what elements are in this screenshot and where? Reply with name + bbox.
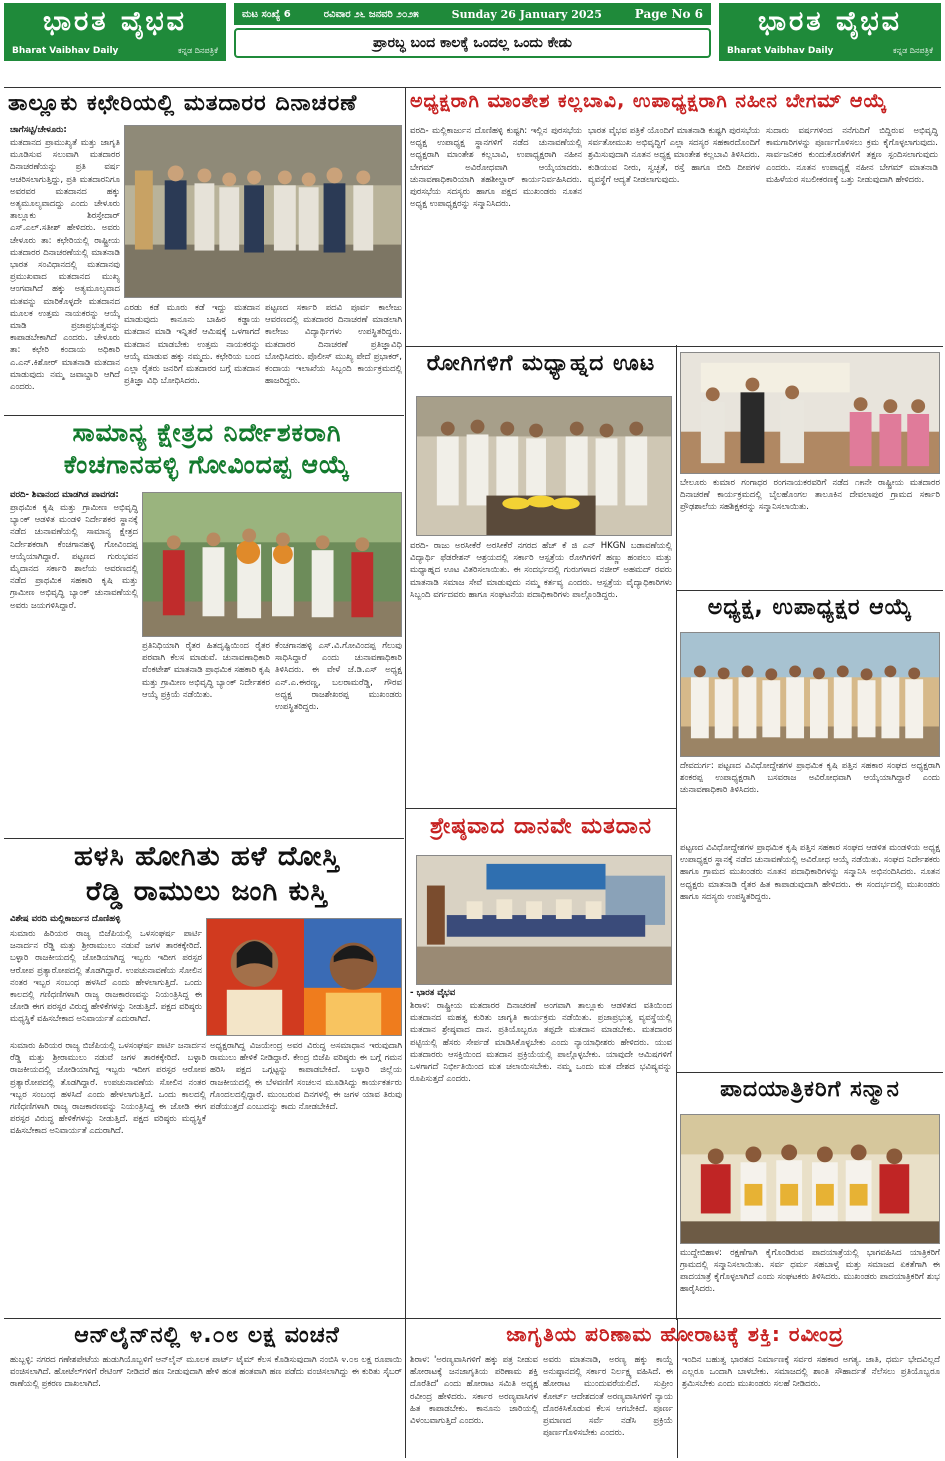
- horizontal-rule: [4, 1318, 941, 1319]
- article-body-begum-3: ಸುದಾರು ವರ್ಷಗಳಿಂದ ನನೆಗುದಿಗೆ ಬಿದ್ದಿರುವ ಅಭಿವೃದ್ಧಿ ಕಾಮಗಾರಿಗಳನ್ನು ಪೂರ್ಣಗೊಳಿಸಲು ಕ್ರಮ ಕೈಗೊಳ್ಳಲಾಗುವುದು. ಸಾರ್ವಜನಿಕರ ಕುಂದುಕೊರತೆಗಳಿಗೆ ತಕ್ಷಣ ಸ್ಪಂದಿಸಲಾಗುವುದು ಎಂದರು. ನೂತನ ಉಪಾಧ್ಯಕ್ಷೆ ನಹೀನ ಬೇಗಮ್ ಮಾತನಾಡಿ ಮಹಿಳೆಯರ ಸಬಲೀಕರಣಕ್ಕೆ ಒತ್ತು ನೀಡುವುದಾಗಿ ಹೇಳಿದರು.: [766, 126, 938, 185]
- article-body-begum-2: ಭಾರತ ವೈಭವ ಪತ್ರಿಕೆ ಯೊಂದಿಗೆ ಮಾತನಾಡಿ ಕುಷ್ಟಗಿ ಪುರಸಭೆಯ ಸರ್ವತೋಮುಖ ಅಭಿವೃದ್ಧಿಗೆ ಎಲ್ಲಾ ಸದಸ್ಯರ ಸಹಕಾರದೊಂದಿಗೆ ಶ್ರಮಿಸುವುದಾಗಿ ನೂತನ ಅಧ್ಯಕ್ಷ ಮಾಂತೇಶ ಕಲ್ಲಬಾವಿ ತಿಳಿಸಿದರು. ಕುಡಿಯುವ ನೀರು, ಸ್ವಚ್ಛತೆ, ರಸ್ತೆ ಹಾಗೂ ಬೀದಿ ದೀಪಗಳ ವ್ಯವಸ್ಥೆಗೆ ಆದ್ಯತೆ ನೀಡಲಾಗುವುದು.: [588, 126, 760, 185]
- masthead-info-bar: [234, 3, 711, 25]
- article-body-president: ಪಟ್ಟಣದ ವಿವಿಧೋದ್ದೇಶಗಳ ಪ್ರಾಥಮಿಕ ಕೃಷಿ ಪತ್ತಿನ ಸಹಕಾರ ಸಂಘದ ಆಡಳಿತ ಮಂಡಳಿಯ ಅಧ್ಯಕ್ಷ ಉಪಾಧ್ಯಕ್ಷರ ಸ್ಥಾನಕ್ಕೆ ನಡೆದ ಚುನಾವಣೆಯಲ್ಲಿ ಅವಿರೋಧ ಆಯ್ಕೆ ನಡೆಯಿತು. ಸಂಘದ ನಿರ್ದೇಶಕರು ಹಾಗೂ ಗ್ರಾಮದ ಮುಖಂಡರು ನೂತನ ಪದಾಧಿಕಾರಿಗಳನ್ನು ಸನ್ಮಾನಿಸಿ ಅಭಿನಂದಿಸಿದರು. ನೂತನ ಅಧ್ಯಕ್ಷರು ಮಾತನಾಡಿ ರೈತರ ಹಿತ ಕಾಪಾಡುವುದಾಗಿ ಹೇಳಿದರು. ಈ ಸಂದರ್ಭದಲ್ಲಿ ಮುಖಂಡರು ಹಾಗೂ ಸದಸ್ಯರು ಉಪಸ್ಥಿತರಿದ್ದರು.: [680, 843, 940, 902]
- headline-reddy-1: ಹಳಸಿ ಹೋಗಿತು ಹಳೆ ದೋಸ್ತಿ: [74, 841, 340, 872]
- headline-taluk: ತಾಲ್ಲೂಕು ಕಛೇರಿಯಲ್ಲಿ ಮತದಾರರ ದಿನಾಚರಣೆ: [8, 91, 358, 116]
- logo-subtitle-en: Bharat Vaibhav Daily: [12, 46, 119, 56]
- article-body-kenchagana-2: ಪ್ರತಿನಿಧಿಯಾಗಿ ರೈತರ ಹಿತದೃಷ್ಟಿಯಿಂದ ರೈತರ ಪರವಾಗಿ ಕೆಲಸ ಮಾಡುವೆ. ಚುನಾವಣಾಧಿಕಾರಿ ವೆಂಕಟೇಶ್ ಮಾತನಾಡಿ ಪ್ರಾಥಮಿಕ ಸಹಕಾರಿ ಕೃಷಿ ಮತ್ತು ಗ್ರಾಮೀಣ ಅಭಿವೃದ್ಧಿ ಬ್ಯಾಂಕ್ ನಿರ್ದೇಶಕರ ಆಯ್ಕೆ ಪ್ರಕ್ರಿಯೆ ನಡೆಯಿತು.: [142, 641, 270, 700]
- logo-title: ಭಾರತ ವೈಭವ: [43, 6, 187, 37]
- article-body-ravindra: ಶಿರಾಳ: 'ಅರಣ್ಯವಾಸಿಗಳಿಗೆ ಹಕ್ಕು ಪತ್ರ ನೀಡುವ ಹೋರಾಟಕ್ಕೆ ಜನಜಾಗೃತಿಯ ಪರಿಣಾಮ ಶಕ್ತಿ ದೊರೆತಿದೆ' ಎಂದು ಹೋರಾಟ ಸಮಿತಿ ಅಧ್ಯಕ್ಷ ರವೀಂದ್ರ ಹೇಳಿದರು. ಸರ್ಕಾರ ಅರಣ್ಯವಾಸಿಗಳ ಹಿತ ಕಾಪಾಡಬೇಕು. ಕಾನೂನು ಜಾರಿಯಲ್ಲಿ ವಿಳಂಬವಾಗುತ್ತಿದೆ ಎಂದರು.: [410, 1355, 538, 1427]
- headline-online-fraud: ಆನ್‌ಲೈನ್‌ನಲ್ಲಿ ೪.೦೮ ಲಕ್ಷ ವಂಚನೆ: [74, 1323, 340, 1348]
- photo-teacher-felicitation: [680, 352, 940, 474]
- horizontal-rule: [406, 808, 676, 809]
- article-body-taluk-right: ಪಟ್ಟಣದ ಸರ್ಕಾರಿ ಪದವಿ ಪೂರ್ವ ಕಾಲೇಜು ಆವರಣದಲ್ಲಿ ಮತದಾರರ ದಿನಾಚರಣೆ ಮಾಡಲಾಗಿ ಕಾಲೇಜು ವಿದ್ಯಾರ್ಥಿಗಳು ಉಪಸ್ಥಿತರಿದ್ದರು. ಮತದಾರರ ದಿನಾಚರಣೆ ಪ್ರತಿಜ್ಞಾವಿಧಿ ಬೋಧಿಸಿದರು. ಪೊಲೀಸ್ ಮುಖ್ಯ ಪೇದೆ ಪ್ರಭಾಕರ್, ಕಂದಾಯ ಇಲಾಖೆಯ ಸಿಬ್ಬಂದಿ ಕಾರ್ಯಕ್ರಮದಲ್ಲಿ ಹಾಜರಿದ್ದರು.: [265, 303, 402, 387]
- logo-subtitle-en: Bharat Vaibhav Daily: [727, 46, 834, 56]
- caption-teacher-felicitation: ಬೇಲೂರು ಕುಮಾರ ಗಂಗಾಧರ ರಂಗನಾಯಕರವರಿಗೆ ನಡೆದ ೧೫ನೇ ರಾಷ್ಟ್ರೀಯ ಮತದಾರರ ದಿನಾಚರಣೆ ಕಾರ್ಯಕ್ರಮದಲ್ಲಿ ಬೈಲಹೊಂಗಲ ತಾಲೂಕಿನ ದೇವಲಾಪುರ ಗ್ರಾಮದ ಸರ್ಕಾರಿ ಪ್ರೌಢಶಾಲೆಯ ಸಹಶಿಕ್ಷಕರನ್ನು ಸನ್ಮಾನಿಸಲಾಯಿತು.: [680, 478, 940, 512]
- byline-reddy: ವಿಶೇಷ ವರದಿ ಮಲ್ಲಿಕಾರ್ಜುನ ದೊಣಿಹಳ್ಳಿ: [10, 914, 121, 924]
- article-body-online-fraud: ಹುಬ್ಬಳ್ಳಿ: ನಗರದ ಗಣೇಶಪೇಟೆಯ ಹುಡುಗಿಯೊಬ್ಬಳಿಗೆ ಆನ್‌ಲೈನ್ ಮೂಲಕ ಪಾರ್ಟ್ ಟೈಮ್ ಕೆಲಸ ಕೊಡಿಸುವುದಾಗಿ ನಂಬಿಸಿ ೪.೦೮ ಲಕ್ಷ ರೂಪಾಯಿ ವಂಚಿಸಲಾಗಿದೆ. ಹೋಟೆಲ್‌ಗಳಿಗೆ ರೇಟಿಂಗ್ ನೀಡಿದರೆ ಹಣ ನೀಡುವುದಾಗಿ ಹೇಳಿ ಹಂತ ಹಂತವಾಗಿ ಹಣ ಪಡೆದು ವಂಚಿಸಲಾಗಿದ್ದು ಈ ಕುರಿತು ಸೈಬರ್ ಠಾಣೆಯಲ್ಲಿ ಪ್ರಕರಣ ದಾಖಲಾಗಿದೆ.: [10, 1355, 402, 1390]
- article-body-reddy-cont: ಸುಮಾರು ಹಿರಿಯರ ರಾಜ್ಯ ಬಿಜೆಪಿಯಲ್ಲಿ ಒಳಸಂಘರ್ಷ ಪಾರ್ಟಿ ಜನಾರ್ದನ ರೆಡ್ಡಿ ಮತ್ತು ಶ್ರೀರಾಮುಲು ನಡುವೆ ಜಗಳ ತಾರಕಕ್ಕೇರಿದೆ. ಬಳ್ಳಾರಿ ರಾಜಕೀಯದಲ್ಲಿ ಜೋಡಿಯಾಗಿದ್ದ ಇಬ್ಬರು ಇದೀಗ ಪರಸ್ಪರ ಆರೋಪ ಪ್ರತ್ಯಾರೋಪದಲ್ಲಿ ತೊಡಗಿದ್ದಾರೆ. ಉಪಚುನಾವಣೆಯ ಸೋಲಿನ ನಂತರ ಇಬ್ಬರ ಸಂಬಂಧ ಹಳಸಿದೆ ಎಂದು ಹೇಳಲಾಗುತ್ತಿದೆ. ಒಂದು ಕಾಲದಲ್ಲಿ ಗಣಿಧಣಿಗಳಾಗಿ ರಾಜ್ಯ ರಾಜಕಾರಣವನ್ನು ನಿಯಂತ್ರಿಸಿದ್ದ ಈ ಜೋಡಿ ಈಗ ಪರಸ್ಪರ ವಿರುದ್ಧ ಹೇಳಿಕೆಗಳನ್ನು ನೀಡುತ್ತಿದೆ. ಪಕ್ಷದ ವರಿಷ್ಠರು ಮಧ್ಯಸ್ಥಿಕೆ ವಹಿಸಬೇಕಾದ ಅನಿವಾರ್ಯತೆ ಎದುರಾಗಿದೆ.: [10, 1041, 206, 1137]
- photo-president-group: [680, 632, 940, 757]
- masthead-center: [234, 3, 711, 61]
- article-body-lunch: ವರದಿ- ರಾಜು ಅರಸೀಕೆರೆ ಅರಸೀಕೆರೆ ನಗರದ ಹೆಚ್ ಕೆ ಜಿ ಎನ್ HKGN ಬಡಾವಣೆಯಲ್ಲಿ ವಿದ್ಯಾರ್ಥಿ ಫೆಡರೇಶನ್ ಆಶ್ರಯದಲ್ಲಿ ಸರ್ಕಾರಿ ಆಸ್ಪತ್ರೆಯ ರೋಗಿಗಳಿಗೆ ಹಣ್ಣು ಹಂಪಲು ಮತ್ತು ಮಧ್ಯಾಹ್ನದ ಊಟ ವಿತರಿಸಲಾಯಿತು. ಈ ಸಂದರ್ಭದಲ್ಲಿ ಗುರುಗಳಾದ ನಜೀರ್ ಅಹಮದ್ ರವರು ಮಾತನಾಡಿ ಸಮಾಜ ಸೇವೆ ಮಾಡುವುದು ನಮ್ಮ ಕರ್ತವ್ಯ ಎಂದರು. ಆಸ್ಪತ್ರೆಯ ವೈದ್ಯಾಧಿಕಾರಿಗಳು ಸಿಬ್ಬಂದಿ ವರ್ಗದವರು ಹಾಗೂ ಸಂಘಟನೆಯ ಪದಾಧಿಕಾರಿಗಳು ಪಾಲ್ಗೊಂಡಿದ್ದರು.: [410, 541, 672, 600]
- article-body-donation: ಶಿರಾಳ: ರಾಷ್ಟ್ರೀಯ ಮತದಾರರ ದಿನಾಚರಣೆ ಅಂಗವಾಗಿ ತಾಲ್ಲೂಕು ಆಡಳಿತದ ವತಿಯಿಂದ ಮತದಾನದ ಮಹತ್ವ ಕುರಿತು ಜಾಗೃತಿ ಕಾರ್ಯಕ್ರಮ ನಡೆಯಿತು. ಪ್ರಜಾಪ್ರಭುತ್ವ ವ್ಯವಸ್ಥೆಯಲ್ಲಿ ಮತದಾನ ಶ್ರೇಷ್ಠವಾದ ದಾನ. ಪ್ರತಿಯೊಬ್ಬರೂ ತಪ್ಪದೇ ಮತದಾನ ಮಾಡಬೇಕು. ಮತದಾರರ ಪಟ್ಟಿಯಲ್ಲಿ ಹೆಸರು ಸೇರ್ಪಡೆ ಮಾಡಿಸಿಕೊಳ್ಳಬೇಕು ಎಂದು ನ್ಯಾಯಾಧೀಶರು ಹೇಳಿದರು. ಯುವ ಮತದಾರರು ಆಸಕ್ತಿಯಿಂದ ಮತದಾನ ಪ್ರಕ್ರಿಯೆಯಲ್ಲಿ ಪಾಲ್ಗೊಳ್ಳಬೇಕು. ಯಾವುದೇ ಆಮಿಷಗಳಿಗೆ ಒಳಗಾಗದೆ ನಿರ್ಭೀತಿಯಿಂದ ಮತ ಚಲಾಯಿಸಬೇಕು. ನಮ್ಮ ಒಂದು ಮತ ದೇಶದ ಭವಿಷ್ಯವನ್ನು ರೂಪಿಸುತ್ತದೆ ಎಂದರು.: [410, 1001, 672, 1085]
- headline-ravindra: ಜಾಗೃತಿಯ ಪರಿಣಾಮ ಹೋರಾಟಕ್ಕೆ ಶಕ್ತಿ: ರವೀಂದ್ರ: [506, 1322, 844, 1346]
- photo-taluk-oath: [124, 125, 402, 298]
- kannada-date: ರವಿವಾರ ೨೬ ಜನವರಿ ೨೦೨೫: [323, 8, 419, 20]
- horizontal-rule: [406, 346, 943, 347]
- headline-padayatri: ಪಾದಯಾತ್ರಿಕರಿಗೆ ಸನ್ಮಾನ: [720, 1077, 900, 1102]
- caption-padayatri: ಮುದ್ದೇಬಿಹಾಳ: ರಕ್ಷಣೆಗಾಗಿ ಕೈಗೊಂಡಿರುವ ಪಾದಯಾತ್ರೆಯಲ್ಲಿ ಭಾಗವಹಿಸಿದ ಯಾತ್ರಿಕರಿಗೆ ಗ್ರಾಮದಲ್ಲಿ ಸನ್ಮಾನಿಸಲಾಯಿತು. ಸರ್ವ ಧರ್ಮ ಸಹಬಾಳ್ವೆ ಮತ್ತು ಸಮಾಜದ ಏಕತೆಗಾಗಿ ಈ ಪಾದಯಾತ್ರೆ ಕೈಗೊಳ್ಳಲಾಗಿದೆ ಎಂದು ಸಂಘಟಕರು ತಿಳಿಸಿದರು. ಮುಖಂಡರು ಪಾದಯಾತ್ರಿಕರಿಗೆ ಶುಭ ಹಾರೈಸಿದರು.: [680, 1248, 940, 1294]
- photo-kenchagana-felicitation: [142, 492, 402, 637]
- headline-donation: ಶ್ರೇಷ್ಠವಾದ ದಾನವೇ ಮತದಾನ: [430, 814, 652, 839]
- headline-begum: ಅಧ್ಯಕ್ಷರಾಗಿ ಮಾಂತೇಶ ಕಲ್ಲಬಾವಿ, ಉಪಾಧ್ಯಕ್ಷರಾಗಿ ನಹೀನ ಬೇಗಮ್ ಆಯ್ಕೆ: [410, 90, 888, 112]
- logo-right: [719, 3, 941, 61]
- english-date: Sunday 26 January 2025: [451, 7, 602, 21]
- masthead-quote: ಪ್ರಾರಬ್ಧ ಬಂದ ಕಾಲಕ್ಕೆ ಒಂದಲ್ಲ ಒಂದು ಕೇಡು: [234, 28, 711, 58]
- article-body-ravindra-3: ಇಂದಿನ ಬಹುತ್ವ ಭಾರತದ ನಿರ್ಮಾಣಕ್ಕೆ ಸರ್ವರ ಸಹಕಾರ ಅಗತ್ಯ. ಜಾತಿ, ಧರ್ಮ ಭೇದವಿಲ್ಲದೆ ಎಲ್ಲರೂ ಒಂದಾಗಿ ಬಾಳಬೇಕು. ಸಮಾಜದಲ್ಲಿ ಶಾಂತಿ ಸೌಹಾರ್ದತೆ ನೆಲೆಸಲು ಪ್ರತಿಯೊಬ್ಬರೂ ಶ್ರಮಿಸಬೇಕು ಎಂದು ಮುಖಂಡರು ಸಲಹೆ ನೀಡಿದರು.: [682, 1355, 940, 1390]
- article-body-taluk-mid: ಎರಡು ಕಡೆ ಮೂರು ಕಡೆ ಇದ್ದು ಮತದಾನ ಮಾಡುವುದು ಕಾನೂನು ಬಾಹಿರ ಕಡ್ಡಾಯ ಮತದಾನ ಮಾಡಿ ಇನ್ನಿತರೆ ಆಮಿಷಕ್ಕೆ ಒಳಗಾಗದೆ ಮತದಾನ ಮಾಡಬೇಕು ಉತ್ತಮ ನಾಯಕರನ್ನು ಆಯ್ಕೆ ಮಾಡುವ ಹಕ್ಕು ನಮ್ಮದು. ಕಛೇರಿಯ ಬಂದ ಎಲ್ಲಾ ರೈತರು ಜನರಿಗೆ ಮತದಾರರ ಬಗ್ಗೆ ಮತದಾನ ಪ್ರತಿಜ್ಞಾ ವಿಧಿ ಬೋಧಿಸಿದರು.: [124, 303, 260, 387]
- article-body-begum: ವರದಿ- ಮಲ್ಲಿಕಾರ್ಜುನ ದೊಣಿಹಳ್ಳಿ ಕುಷ್ಟಗಿ: ಇಲ್ಲಿನ ಪುರಸಭೆಯ ಅಧ್ಯಕ್ಷ ಉಪಾಧ್ಯಕ್ಷ ಸ್ಥಾನಗಳಿಗೆ ನಡೆದ ಚುನಾವಣೆಯಲ್ಲಿ ಅಧ್ಯಕ್ಷರಾಗಿ ಮಾಂತೇಶ ಕಲ್ಲಬಾವಿ, ಉಪಾಧ್ಯಕ್ಷರಾಗಿ ನಹೀನ ಬೇಗಮ್ ಅವಿರೋಧವಾಗಿ ಆಯ್ಕೆಯಾದರು. ಚುನಾವಣಾಧಿಕಾರಿಯಾಗಿ ತಹಶೀಲ್ದಾರ್ ಕಾರ್ಯನಿರ್ವಹಿಸಿದರು. ಪುರಸಭೆಯ ಸದಸ್ಯರು ಹಾಗೂ ಪಕ್ಷದ ಮುಖಂಡರು ನೂತನ ಅಧ್ಯಕ್ಷ ಉಪಾಧ್ಯಕ್ಷರನ್ನು ಸನ್ಮಾನಿಸಿದರು.: [410, 126, 582, 210]
- byline-taluk: ಚಾಗೆಸಟ್ಟಿ/ಚೇಳೂರು:: [10, 125, 67, 135]
- issue-number: ಮಟ ಸಂಖ್ಯೆ 6: [242, 8, 291, 20]
- article-body-reddy-2: ಅಧ್ಯಕ್ಷರಾಗಿದ್ದ ವಿಜಯೇಂದ್ರ ಅವರ ವಿರುದ್ಧ ಅಸಮಾಧಾನ ಇರುವುದಾಗಿ ರಾಮುಲು ಹೇಳಿಕೆ ನೀಡಿದ್ದಾರೆ. ಕೇಂದ್ರ ಬಿಜೆಪಿ ವರಿಷ್ಠರು ಈ ಬಗ್ಗೆ ಗಮನ ಹರಿಸಿ ಪಕ್ಷದ ಒಗ್ಗಟ್ಟನ್ನು ಕಾಪಾಡಬೇಕಿದೆ. ಬಳ್ಳಾರಿ ಜಿಲ್ಲೆಯ ರಾಜಕೀಯದಲ್ಲಿ ಈ ಬೆಳವಣಿಗೆ ಸಂಚಲನ ಮೂಡಿಸಿದ್ದು ಕಾರ್ಯಕರ್ತರು ಗೊಂದಲದಲ್ಲಿದ್ದಾರೆ. ಮುಂಬರುವ ದಿನಗಳಲ್ಲಿ ಈ ಜಗಳ ಯಾವ ತಿರುವು ಪಡೆಯುತ್ತದೆ ಎಂಬುದನ್ನು ಕಾದು ನೋಡಬೇಕಿದೆ.: [210, 1041, 402, 1113]
- page-number: Page No 6: [634, 7, 703, 21]
- logo-subtitle-kn: ಕನ್ನಡ ದಿನಪತ್ರಿಕೆ: [892, 46, 933, 55]
- headline-kenchagana-1: ಸಾಮಾನ್ಯ ಕ್ಷೇತ್ರದ ನಿರ್ದೇಶಕರಾಗಿ: [72, 418, 342, 447]
- horizontal-rule: [4, 87, 941, 88]
- horizontal-rule: [4, 838, 404, 839]
- logo-left: [4, 3, 226, 61]
- photo-lunch-distribution: [416, 396, 672, 536]
- masthead: [0, 0, 945, 66]
- byline-donation: - ಭಾರತ ವೈಭವ: [410, 988, 456, 998]
- horizontal-rule: [4, 415, 404, 416]
- byline-kenchagana: ವರದಿ- ಶಿವಾನಂದ ಮಾಡಗಿಡ ಪಾವಗಡ:: [10, 490, 119, 500]
- article-body-kenchagana-3: ಕೆಂಚಗಾನಹಳ್ಳಿ ಎಸ್.ವಿ.ಗೋವಿಂದಪ್ಪ ಗೆಲುವು ಸಾಧಿಸಿದ್ದಾರೆ ಎಂದು ಚುನಾವಣಾಧಿಕಾರಿ ತಿಳಿಸಿದರು. ಈ ವೇಳೆ ಜೆ.ಡಿ.ಎಸ್ ಅಧ್ಯಕ್ಷ ಎನ್.ಎ.ಈರಣ್ಣ, ಬಲರಾಮರೆಡ್ಡಿ, ಗೌರವ ಅಧ್ಯಕ್ಷ ರಾಜಶೇಖರಪ್ಪ ಮುಖಂಡರು ಉಪಸ್ಥಿತರಿದ್ದರು.: [275, 641, 402, 713]
- column-divider: [405, 88, 406, 1458]
- headline-lunch: ರೋಗಿಗಳಿಗೆ ಮಧ್ಯಾಹ್ನದ ಊಟ: [426, 351, 656, 376]
- photo-donation-event: [416, 855, 672, 985]
- article-body-reddy: ಸುಮಾರು ಹಿರಿಯರ ರಾಜ್ಯ ಬಿಜೆಪಿಯಲ್ಲಿ ಒಳಸಂಘರ್ಷ ಪಾರ್ಟಿ ಜನಾರ್ದನ ರೆಡ್ಡಿ ಮತ್ತು ಶ್ರೀರಾಮುಲು ನಡುವೆ ಜಗಳ ತಾರಕಕ್ಕೇರಿದೆ. ಬಳ್ಳಾರಿ ರಾಜಕೀಯದಲ್ಲಿ ಜೋಡಿಯಾಗಿದ್ದ ಇಬ್ಬರು ಇದೀಗ ಪರಸ್ಪರ ಆರೋಪ ಪ್ರತ್ಯಾರೋಪದಲ್ಲಿ ತೊಡಗಿದ್ದಾರೆ. ಉಪಚುನಾವಣೆಯ ಸೋಲಿನ ನಂತರ ಇಬ್ಬರ ಸಂಬಂಧ ಹಳಸಿದೆ ಎಂದು ಹೇಳಲಾಗುತ್ತಿದೆ. ಒಂದು ಕಾಲದಲ್ಲಿ ಗಣಿಧಣಿಗಳಾಗಿ ರಾಜ್ಯ ರಾಜಕಾರಣವನ್ನು ನಿಯಂತ್ರಿಸಿದ್ದ ಈ ಜೋಡಿ ಈಗ ಪರಸ್ಪರ ವಿರುದ್ಧ ಹೇಳಿಕೆಗಳನ್ನು ನೀಡುತ್ತಿದೆ. ಪಕ್ಷದ ವರಿಷ್ಠರು ಮಧ್ಯಸ್ಥಿಕೆ ವಹಿಸಬೇಕಾದ ಅನಿವಾರ್ಯತೆ ಎದುರಾಗಿದೆ.: [10, 929, 202, 1025]
- headline-president: ಅಧ್ಯಕ್ಷ, ಉಪಾಧ್ಯಕ್ಷರ ಆಯ್ಕೆ: [707, 595, 913, 620]
- article-body-taluk: ಮತದಾನದ ಪ್ರಾಮುಖ್ಯತೆ ಮತ್ತು ಜಾಗೃತಿ ಮೂಡಿಸುವ ಸಲುವಾಗಿ ಮತದಾರರ ದಿನಾಚರಣೆಯನ್ನು ಪ್ರತಿ ವರ್ಷ ಆಚರಿಸಲಾಗುತ್ತಿದ್ದು, ಪ್ರತಿ ಮತದಾರನಿಗೂ ಅವರವರ ಮತದಾನದ ಹಕ್ಕು ಅತ್ಯಮೂಲ್ಯವಾದದ್ದು ಎಂದು ಚೇಳೂರು ತಾಲ್ಲೂಕು ಶಿರಸ್ತೇದಾರ್ ಎಸ್.ಎಲ್.ಸತೀಶ್ ಹೇಳಿದರು. ಅವರು ಚೇಳೂರು ತಾ: ಕಛೇರಿಯಲ್ಲಿ ರಾಷ್ಟ್ರೀಯ ಮತದಾರರ ದಿನಾಚರಣೆಯಲ್ಲಿ ಮಾತನಾಡಿ ಭಾರತ ಸಂವಿಧಾನದಲ್ಲಿ ಮತದಾನವು ಪ್ರಮುಖವಾದ ಮತದಾನದ ಮುಖ್ಯ ಆಂಗವಾಗಿದೆ ಹಕ್ಕು ಅತ್ಯಮೂಲ್ಯವಾದ ಮತವನ್ನು ಮಾರಿಕೊಳ್ಳದೇ ಮತದಾನದ ಮೂಲಕ ಉತ್ತಮ ನಾಯಕರನ್ನು ಆಯ್ಕೆ ಮಾಡಿ ಪ್ರಜಾಪ್ರಭುತ್ವವನ್ನು ಕಾಪಾಡಬೇಕಾಗಿದೆ ಎಂದರು. ಚೇಳೂರು ತಾ: ಕಛೇರಿ ಕಂದಾಯ ಅಧಿಕಾರಿ ಎ.ಎನ್.ಕಿಶೋರ್ ಮಾತನಾಡಿ ಮತದಾನ ಮಾಡುವುದು ನಮ್ಮ ಜವಾಬ್ದಾರಿ ಆಗಿದೆ ಎಂದರು.: [10, 138, 120, 393]
- logo-title: ಭಾರತ ವೈಭವ: [758, 6, 902, 37]
- logo-subtitle-kn: ಕನ್ನಡ ದಿನಪತ್ರಿಕೆ: [177, 46, 218, 55]
- headline-kenchagana-2: ಕೆಂಚಗಾನಹಳ್ಳಿ ಗೋವಿಂದಪ್ಪ ಆಯ್ಕೆ: [63, 450, 351, 479]
- horizontal-rule: [677, 1072, 943, 1073]
- article-body-kenchagana: ಪ್ರಾಥಮಿಕ ಕೃಷಿ ಮತ್ತು ಗ್ರಾಮೀಣ ಅಭಿವೃದ್ಧಿ ಬ್ಯಾಂಕ್ ಆಡಳಿತ ಮಂಡಳಿ ನಿರ್ದೇಶಕರ ಸ್ಥಾನಕ್ಕೆ ನಡೆದ ಚುನಾವಣೆಯಲ್ಲಿ ಸಾಮಾನ್ಯ ಕ್ಷೇತ್ರದ ನಿರ್ದೇಶಕರಾಗಿ ಕೆಂಚಗಾನಹಳ್ಳಿ ಗೋವಿಂದಪ್ಪ ಆಯ್ಕೆಯಾಗಿದ್ದಾರೆ. ಪಟ್ಟಣದ ಗುರುಭವನ ಮೈದಾನದ ಸರ್ಕಾರಿ ಶಾಲೆಯ ಆವರಣದಲ್ಲಿ ನಡೆದ ಪ್ರಾಥಮಿಕ ಸಹಕಾರಿ ಕೃಷಿ ಮತ್ತು ಗ್ರಾಮೀಣ ಅಭಿವೃದ್ಧಿ ಬ್ಯಾಂಕ್ ಚುನಾವಣೆಯಲ್ಲಿ ಅವರು ಜಯಗಳಿಸಿದ್ದಾರೆ.: [10, 503, 138, 611]
- caption-president: ದೇವದುರ್ಗ: ಪಟ್ಟಣದ ವಿವಿಧೋದ್ದೇಶಗಳ ಪ್ರಾಥಮಿಕ ಕೃಷಿ ಪತ್ತಿನ ಸಹಕಾರ ಸಂಘದ ಅಧ್ಯಕ್ಷರಾಗಿ ಶಂಕರಪ್ಪ ಉಪಾಧ್ಯಕ್ಷರಾಗಿ ಬಸವರಾಜ ಅವಿರೋಧವಾಗಿ ಆಯ್ಕೆಯಾಗಿದ್ದಾರೆ ಎಂದು ಚುನಾವಣಾಧಿಕಾರಿ ತಿಳಿಸಿದರು.: [680, 761, 940, 795]
- photo-reddy-ramulu: [206, 918, 402, 1036]
- photo-padayatri-felicitation: [680, 1114, 940, 1244]
- article-body-ravindra-2: ಅವರು ಮಾತನಾಡಿ, ಅರಣ್ಯ ಹಕ್ಕು ಕಾಯ್ದೆ ಅನುಷ್ಠಾನದಲ್ಲಿ ಸರ್ಕಾರ ನಿರ್ಲಕ್ಷ್ಯ ವಹಿಸಿದೆ. ಈ ಹೋರಾಟ ಮುಂದುವರೆಯಲಿದೆ. ಸುಪ್ರೀಂ ಕೋರ್ಟ್ ಆದೇಶದಂತೆ ಅರಣ್ಯವಾಸಿಗಳಿಗೆ ನ್ಯಾಯ ದೊರಕಿಸಿಕೊಡುವ ಕೆಲಸ ಆಗಬೇಕಿದೆ. ಪೂರ್ಣ ಪ್ರಮಾಣದ ಸರ್ವೆ ನಡೆಸಿ ಪ್ರಕ್ರಿಯೆ ಪೂರ್ಣಗೊಳಿಸಬೇಕು ಎಂದರು.: [543, 1355, 673, 1439]
- headline-reddy-2: ರೆಡ್ಡಿ ರಾಮುಲು ಜಂಗಿ ಕುಸ್ತಿ: [85, 876, 329, 907]
- column-divider: [676, 345, 677, 1320]
- horizontal-rule: [677, 590, 943, 591]
